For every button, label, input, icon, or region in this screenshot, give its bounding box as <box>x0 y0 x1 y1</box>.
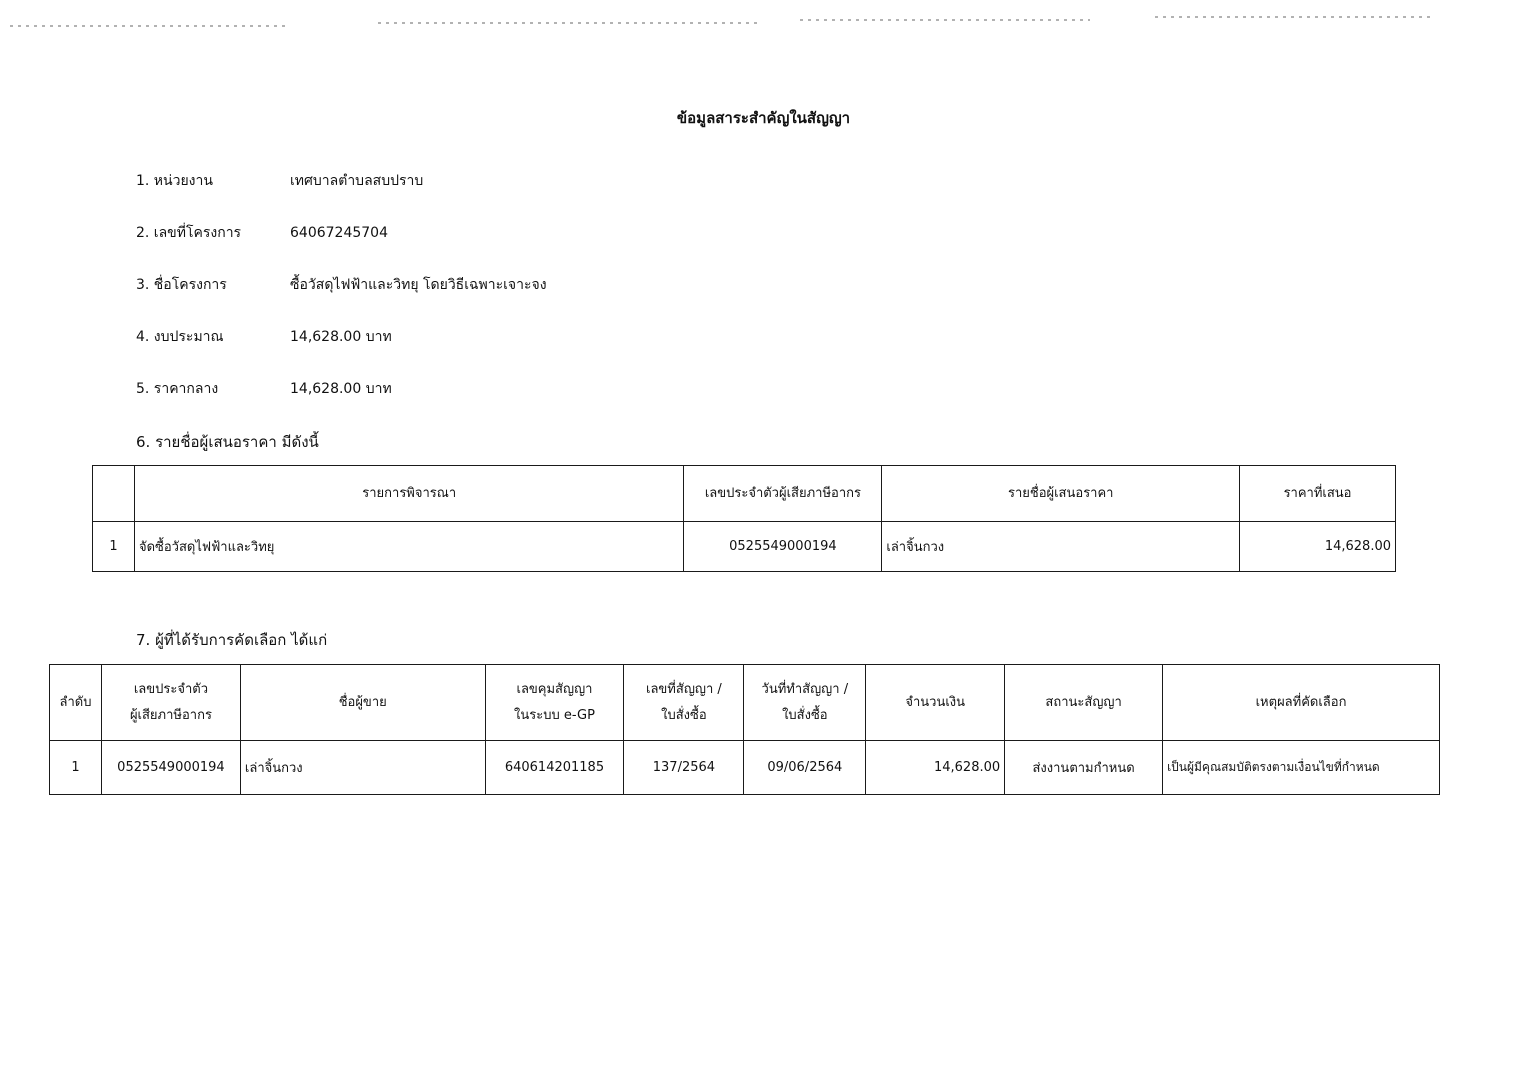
col-header-no <box>93 466 135 522</box>
field-value: 14,628.00 บาท <box>290 329 392 345</box>
bidders-header-row <box>93 466 1396 522</box>
col-header-tax-id <box>101 665 240 741</box>
col-header-egp <box>485 665 624 741</box>
cell-egp: 640614201185 <box>485 741 624 795</box>
header-line: เลขคุมสัญญา <box>516 681 593 697</box>
cell-bidder: เล่าจิ้นกวง <box>882 522 1240 572</box>
field-label: 4. งบประมาณ <box>136 329 224 345</box>
col-header-status: สถานะสัญญา <box>1005 665 1163 741</box>
col-header-amount: จำนวนเงิน <box>866 665 1005 741</box>
col-header-item: รายการพิจารณา <box>134 466 683 522</box>
header-line: ผู้เสียภาษีอากร <box>129 707 212 723</box>
cell-reason: เป็นผู้มีคุณสมบัติตรงตามเงื่อนไขที่กำหนด <box>1163 741 1440 795</box>
field-label: 2. เลขที่โครงการ <box>136 225 242 241</box>
cell-seller: เล่าจิ้นกวง <box>240 741 485 795</box>
header-line: ใบสั่งซื้อ <box>782 707 828 723</box>
document-title: ข้อมูลสาระสำคัญในสัญญา <box>676 109 851 127</box>
col-header-no: ลำดับ <box>50 665 102 741</box>
cell-amount: 14,628.00 <box>866 741 1005 795</box>
col-header-contract-no <box>624 665 744 741</box>
bidders-table <box>92 465 1396 572</box>
field-value: ซื้อวัสดุไฟฟ้าและวิทยุ โดยวิธีเฉพาะเจาะจง <box>290 277 547 293</box>
col-header-reason: เหตุผลที่คัดเลือก <box>1163 665 1440 741</box>
selected-table <box>49 664 1440 795</box>
header-line: ใบสั่งซื้อ <box>661 707 707 723</box>
cell-status: ส่งงานตามกำหนด <box>1005 741 1163 795</box>
bidders-heading: 6. รายชื่อผู้เสนอราคา มีดังนี้ <box>136 433 319 451</box>
header-line: วันที่ทำสัญญา / <box>761 681 849 697</box>
cell-tax-id: 0525549000194 <box>684 522 882 572</box>
header-line: เลขประจำตัว <box>133 681 209 697</box>
header-line: เลขที่สัญญา / <box>646 681 722 697</box>
col-header-seller: ชื่อผู้ขาย <box>240 665 485 741</box>
field-value: เทศบาลตำบลสบปราบ <box>290 173 424 189</box>
table-row <box>50 741 1440 795</box>
cell-item: จัดซื้อวัสดุไฟฟ้าและวิทยุ <box>134 522 683 572</box>
field-label: 1. หน่วยงาน <box>136 173 213 189</box>
cell-contract-no: 137/2564 <box>624 741 744 795</box>
field-label: 3. ชื่อโครงการ <box>136 277 227 293</box>
selected-heading: 7. ผู้ที่ได้รับการคัดเลือก ได้แก่ <box>136 631 328 649</box>
field-value: 64067245704 <box>290 225 388 241</box>
header-line: ในระบบ e-GP <box>514 707 595 723</box>
cell-no: 1 <box>93 522 135 572</box>
cell-contract-date: 09/06/2564 <box>744 741 866 795</box>
col-header-price: ราคาที่เสนอ <box>1240 466 1396 522</box>
cell-price: 14,628.00 <box>1240 522 1396 572</box>
selected-header-row <box>50 665 1440 741</box>
table-row <box>93 522 1396 572</box>
cell-no: 1 <box>50 741 102 795</box>
field-label: 5. ราคากลาง <box>136 381 219 397</box>
field-value: 14,628.00 บาท <box>290 381 392 397</box>
col-header-contract-date <box>744 665 866 741</box>
col-header-tax-id: เลขประจำตัวผู้เสียภาษีอากร <box>684 466 882 522</box>
scan-noise-top <box>0 14 1527 28</box>
cell-tax-id: 0525549000194 <box>101 741 240 795</box>
col-header-bidder: รายชื่อผู้เสนอราคา <box>882 466 1240 522</box>
